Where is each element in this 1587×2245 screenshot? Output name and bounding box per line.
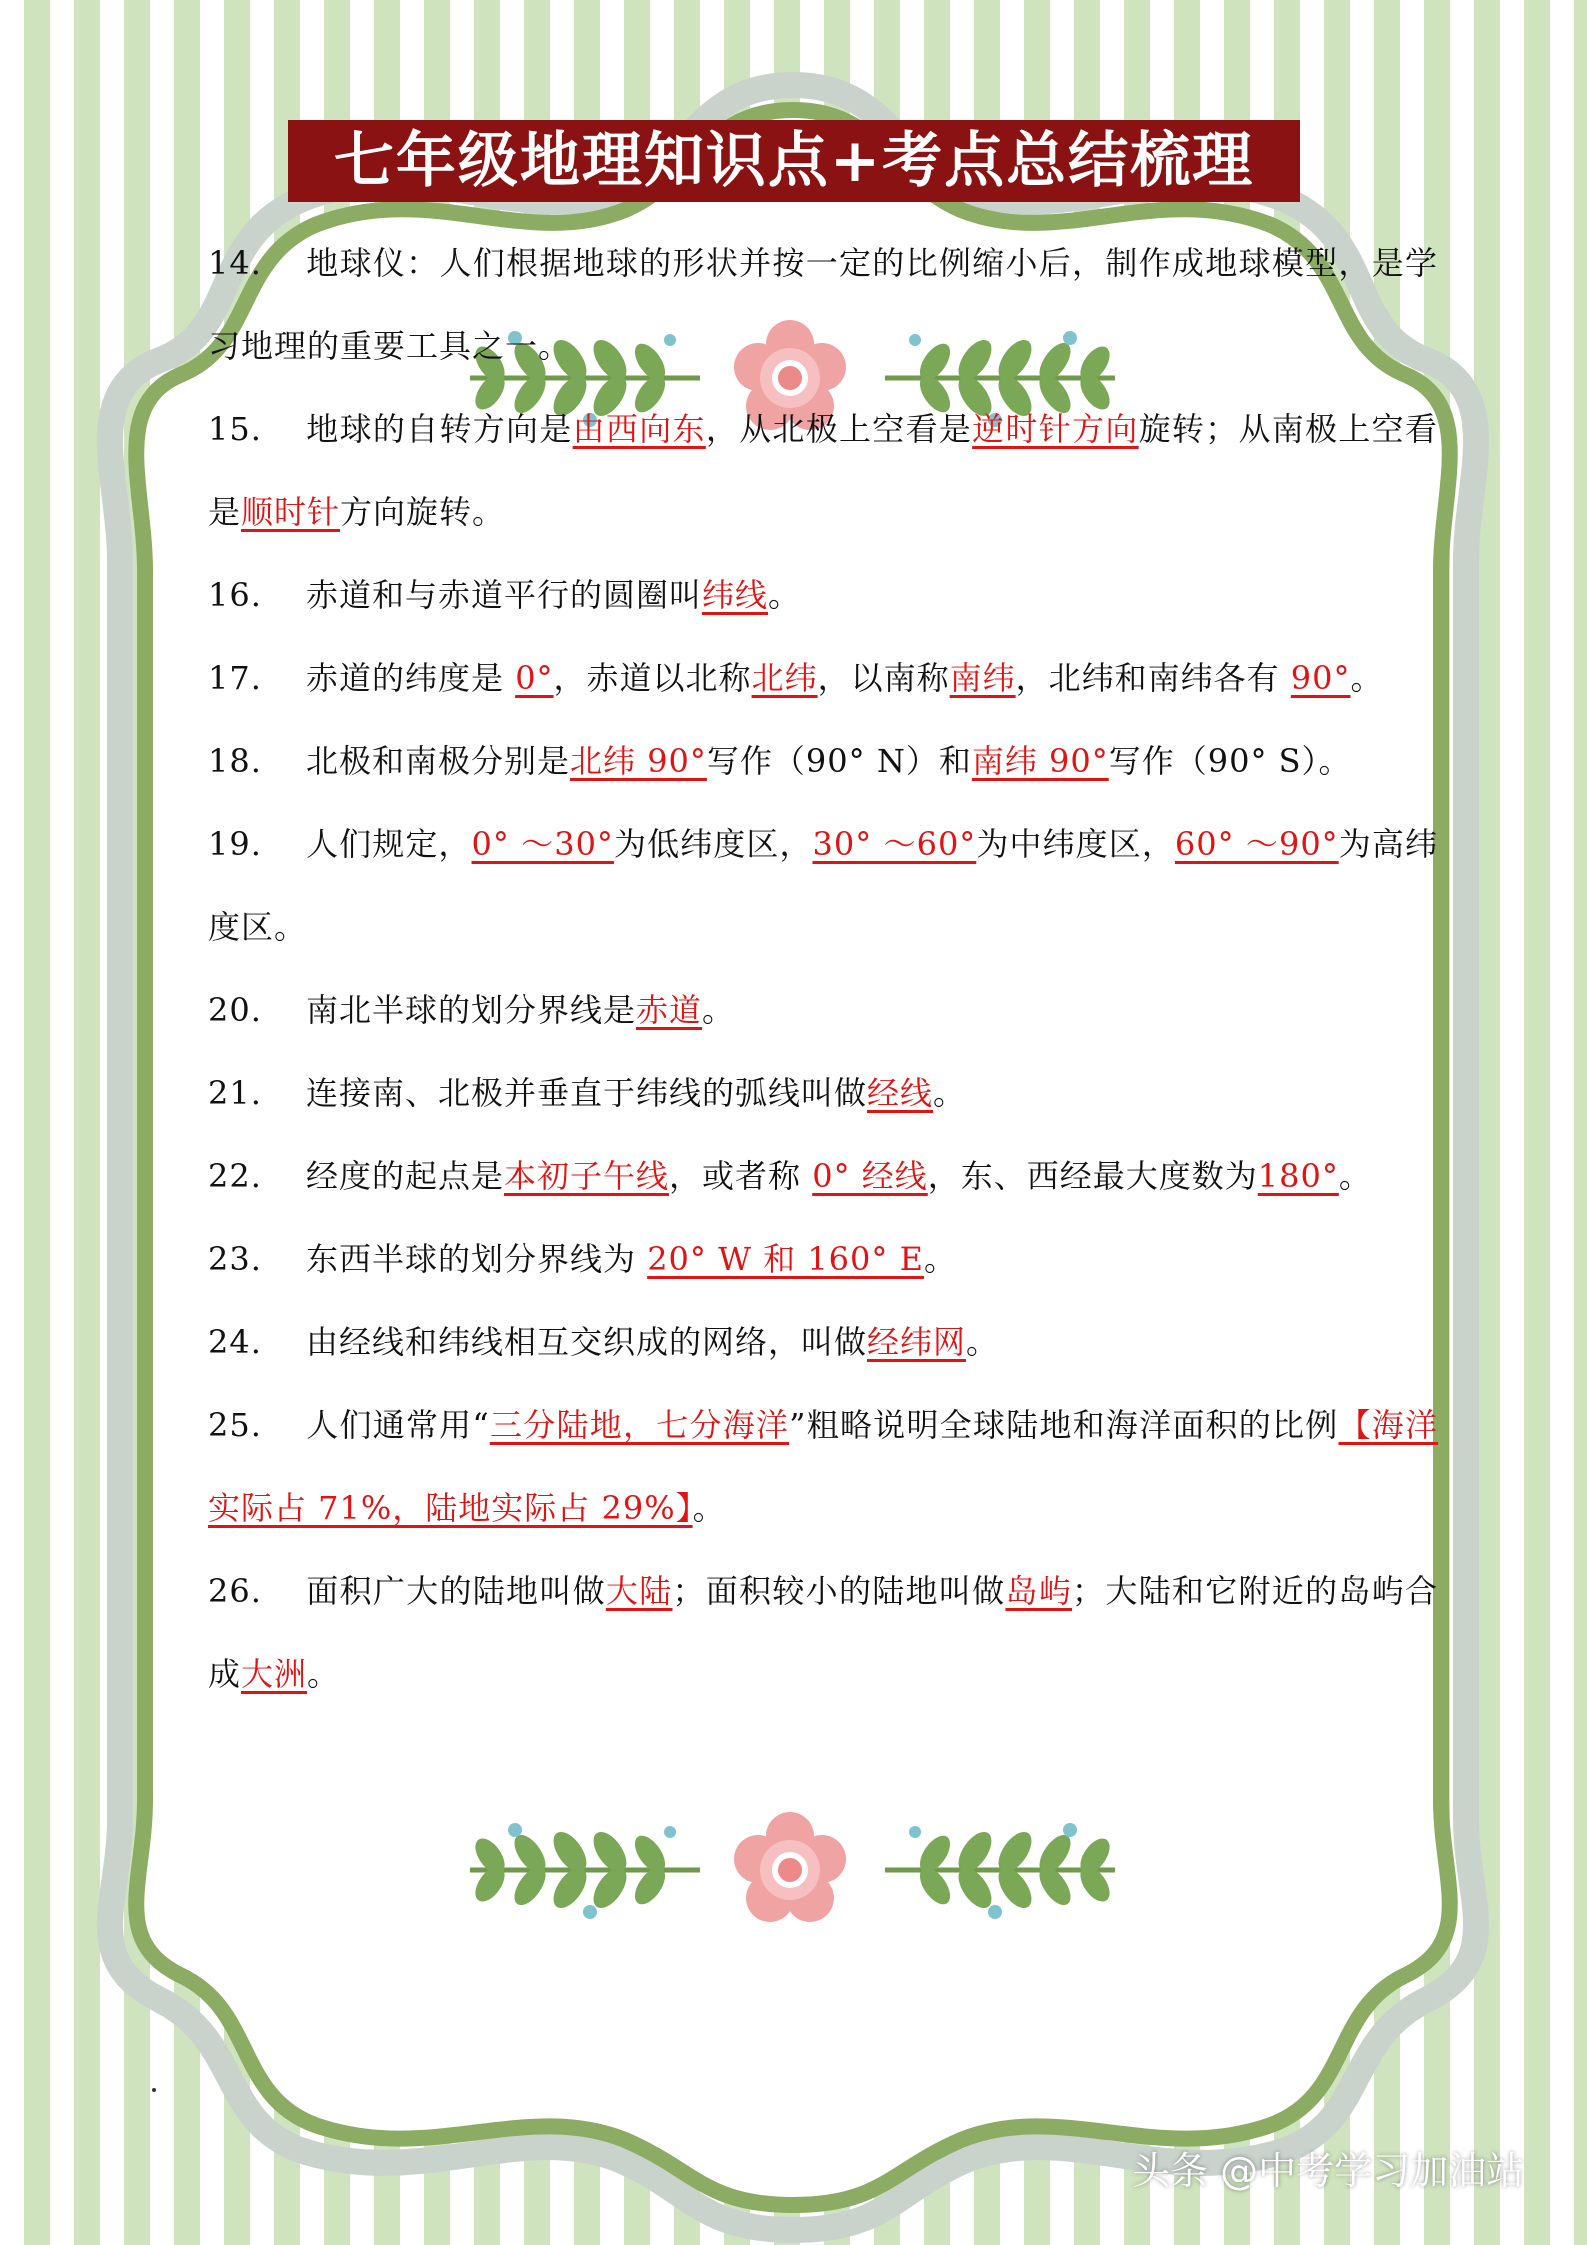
item-text: ，以南称 (817, 659, 950, 697)
knowledge-item (208, 637, 1438, 720)
knowledge-list (208, 222, 1438, 1716)
item-text: 为高纬度区。 (208, 825, 1438, 946)
item-text: 。 (933, 1074, 967, 1112)
knowledge-item (208, 1218, 1438, 1301)
item-text: 由经线和纬线相互交织成的网络，叫做 (306, 1323, 868, 1361)
answer-text: 90° (1290, 659, 1351, 697)
knowledge-item (208, 720, 1438, 803)
item-text: 。 (768, 576, 802, 614)
knowledge-item (208, 388, 1438, 554)
knowledge-item (208, 969, 1438, 1052)
item-number: 14. (208, 244, 262, 282)
answer-text: 顺时针 (241, 493, 341, 531)
item-text: 为中纬度区， (976, 825, 1175, 863)
item-text: 经度的起点是 (306, 1157, 505, 1195)
page-title: 七年级地理知识点+考点总结梳理 (288, 120, 1300, 202)
answer-text: 60° ～90° (1174, 825, 1339, 863)
answer-text: 南纬 (949, 659, 1016, 697)
item-text: 南北半球的划分界线是 (306, 991, 637, 1029)
item-number: 23. (208, 1240, 262, 1278)
item-text: ，从北极上空看是 (705, 410, 973, 448)
watermark: 头条 @中考学习加油站 (1132, 2149, 1525, 2193)
item-text: 方向旋转。 (340, 493, 506, 531)
item-text: 写作（90° S）。 (1108, 742, 1352, 780)
answer-text: 0° (515, 659, 554, 697)
item-number: 21. (208, 1074, 262, 1112)
stray-dot (152, 2088, 156, 2092)
answer-text: 0° ～30° (471, 825, 614, 863)
item-text: 。 (923, 1240, 957, 1278)
item-text: 北极和南极分别是 (306, 742, 571, 780)
answer-text: 北纬 (751, 659, 818, 697)
item-text: ；大陆和它附近的岛屿合成 (208, 1572, 1438, 1693)
item-text: 旋转；从南极上空看是 (208, 410, 1438, 531)
item-text: 。 (702, 991, 736, 1029)
answer-text: 180° (1257, 1157, 1339, 1195)
knowledge-item (208, 222, 1438, 388)
answer-text: 岛屿 (1005, 1572, 1073, 1610)
item-text: 赤道的纬度是 (306, 659, 516, 697)
item-text: 写作（90° N）和 (706, 742, 972, 780)
item-number: 26. (208, 1572, 262, 1610)
item-text: ，北纬和南纬各有 (1015, 659, 1291, 697)
item-text: ，或者称 (669, 1157, 813, 1195)
answer-text: 20° W 和 160° E (647, 1240, 924, 1278)
answer-text: 0° 经线 (812, 1157, 928, 1195)
answer-text: 经线 (867, 1074, 934, 1112)
item-number: 19. (208, 825, 262, 863)
answer-text: 大陆 (605, 1572, 673, 1610)
item-text: 地球仪：人们根据地球的形状并按一定的比例缩小后，制作成地球模型，是学习地理的重要工具之一。 (208, 244, 1438, 365)
answer-text: 经纬网 (867, 1323, 967, 1361)
item-number: 15. (208, 410, 262, 448)
answer-text: 北纬 90° (570, 742, 707, 780)
item-number: 18. (208, 742, 262, 780)
item-text: 。 (1338, 1157, 1372, 1195)
knowledge-item (208, 1550, 1438, 1716)
answer-text: 赤道 (636, 991, 703, 1029)
item-text: ；面积较小的陆地叫做 (672, 1572, 1006, 1610)
item-number: 24. (208, 1323, 262, 1361)
item-text: 人们规定， (306, 825, 472, 863)
answer-text: 逆时针方向 (972, 410, 1139, 448)
knowledge-item (208, 803, 1438, 969)
item-text: 。 (966, 1323, 1000, 1361)
answer-text: 【海洋实际占 71%，陆地实际占 29%】 (208, 1406, 1438, 1527)
knowledge-item (208, 1052, 1438, 1135)
item-text: ，东、西经最大度数为 (927, 1157, 1258, 1195)
item-text: 地球的自转方向是 (306, 410, 573, 448)
item-text: 赤道和与赤道平行的圆圈叫 (306, 576, 703, 614)
item-text: ”粗略说明全球陆地和海洋面积的比例 (789, 1406, 1339, 1444)
answer-text: 30° ～60° (812, 825, 977, 863)
item-number: 16. (208, 576, 262, 614)
item-text: 连接南、北极并垂直于纬线的弧线叫做 (306, 1074, 868, 1112)
item-number: 22. (208, 1157, 262, 1195)
knowledge-item (208, 554, 1438, 637)
answer-text: 南纬 90° (971, 742, 1109, 780)
knowledge-item (208, 1384, 1438, 1550)
knowledge-item (208, 1301, 1438, 1384)
item-text: 人们通常用“ (306, 1406, 490, 1444)
knowledge-item (208, 1135, 1438, 1218)
answer-text: 三分陆地，七分海洋 (489, 1406, 790, 1444)
item-text: 。 (692, 1489, 726, 1527)
item-number: 25. (208, 1406, 262, 1444)
item-text: 面积广大的陆地叫做 (306, 1572, 606, 1610)
item-number: 17. (208, 659, 262, 697)
item-text: 为低纬度区， (613, 825, 813, 863)
item-text: 。 (307, 1655, 341, 1693)
item-text: ，赤道以北称 (553, 659, 752, 697)
item-number: 20. (208, 991, 262, 1029)
answer-text: 本初子午线 (504, 1157, 670, 1195)
item-text: 东西半球的划分界线为 (306, 1240, 648, 1278)
answer-text: 由西向东 (572, 410, 706, 448)
answer-text: 纬线 (702, 576, 769, 614)
item-text: 。 (1350, 659, 1384, 697)
answer-text: 大洲 (241, 1655, 308, 1693)
